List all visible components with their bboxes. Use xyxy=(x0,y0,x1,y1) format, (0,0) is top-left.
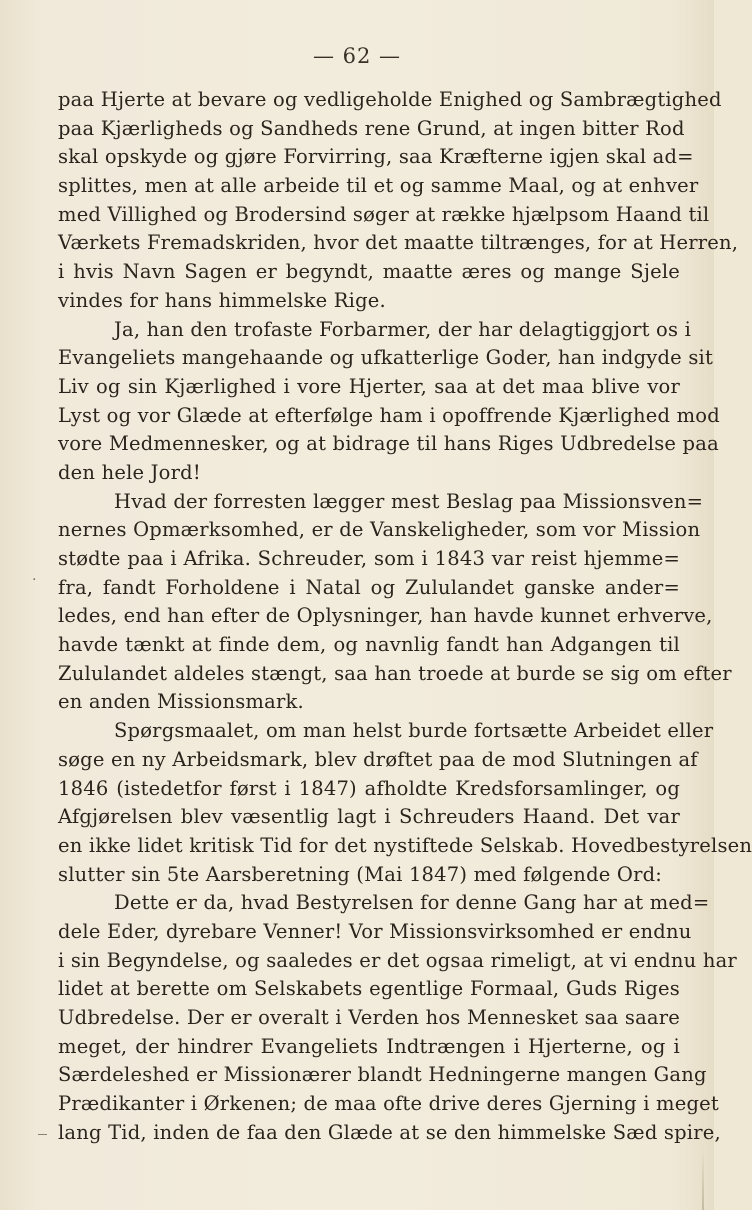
text-line: Lyst og vor Glæde at efterfølge ham i opoffrende Kjærlighed mod xyxy=(58,403,720,427)
text-line: havde tænkt at finde dem, og navnlig fandt han Adgangen til xyxy=(58,633,680,657)
text-line: med Villighed og Brodersind søger at række hjælpsom Haand til xyxy=(58,202,710,226)
margin-dash-mark xyxy=(38,1134,47,1135)
text-line: skal opskyde og gjøre Forvirring, saa Kræfterne igjen skal ad= xyxy=(58,145,694,169)
text-line: meget, der hindrer Evangeliets Indtrængen i Hjerterne, og i xyxy=(58,1034,680,1058)
text-line: paa Kjærligheds og Sandheds rene Grund, at ingen bitter Rod xyxy=(58,116,685,140)
text-line: paa Hjerte at bevare og vedligeholde Enighed og Sambrægtighed xyxy=(58,88,722,111)
text-line: lang Tid, inden de faa den Glæde at se den himmelske Sæd spire, xyxy=(58,1120,721,1144)
paragraph-start-line: Hvad der forresten lægger mest Beslag paa Missionsven= xyxy=(114,489,704,513)
text-line: i sin Begyndelse, og saaledes er det ogsaa rimeligt, at vi endnu har xyxy=(58,948,737,972)
text-line: Afgjørelsen blev væsentlig lagt i Schreuders Haand. Det var xyxy=(58,805,680,829)
text-line: vore Medmennesker, og at bidrage til hans Riges Udbredelse paa xyxy=(58,432,719,456)
text-line: 1846 (istedetfor først i 1847) afholdte Kredsforsamlinger, og xyxy=(58,776,680,800)
margin-dot-mark: . xyxy=(32,568,37,584)
paragraph-end-line: en anden Missionsmark. xyxy=(58,690,304,714)
text-line: dele Eder, dyrebare Venner! Vor Missionsvirksomhed er endnu xyxy=(58,919,692,943)
text-line: ledes, end han efter de Oplysninger, han havde kunnet erhverve, xyxy=(58,604,713,628)
text-line: Zululandet aldeles stængt, saa han troede at burde se sig om efter xyxy=(58,661,732,685)
text-line: Prædikanter i Ørkenen; de maa ofte drive deres Gjerning i meget xyxy=(58,1092,719,1116)
text-line: i hvis Navn Sagen er begyndt, maatte æres og mange Sjele xyxy=(58,260,680,284)
text-line: stødte paa i Afrika. Schreuder, som i 1843 var reist hjemme= xyxy=(58,547,680,570)
text-line: Udbredelse. Der er overalt i Verden hos Mennesket saa saare xyxy=(58,1006,680,1029)
text-line: splittes, men at alle arbeide til et og samme Maal, og at enhver xyxy=(58,174,699,198)
paragraph-end-line: den hele Jord! xyxy=(58,460,201,484)
paragraph-start-line: Dette er da, hvad Bestyrelsen for denne Gang har at med= xyxy=(114,891,710,915)
page-number: — 62 — xyxy=(312,44,402,68)
text-line: søge en ny Arbeidsmark, blev drøftet paa de mod Slutningen af xyxy=(58,747,698,771)
text-line: en ikke lidet kritisk Tid for det nystiftede Selskab. Hovedbestyrelsen xyxy=(58,833,752,857)
paragraph-end-line: vindes for hans himmelske Rige. xyxy=(58,288,386,312)
page-edge-shadow xyxy=(702,1150,704,1210)
text-line: Særdeleshed er Missionærer blandt Hedningerne mangen Gang xyxy=(58,1063,707,1087)
text-line: Evangeliets mangehaande og ufkatterlige Goder, han indgyde sit xyxy=(58,346,714,370)
text-line: Værkets Fremadskriden, hvor det maatte tiltrænges, for at Herren, xyxy=(58,231,739,255)
text-line: nernes Opmærksomhed, er de Vanskeligheder, som vor Mission xyxy=(58,518,701,542)
paragraph-start-line: Ja, han den trofaste Forbarmer, der har delagtiggjort os i xyxy=(114,317,692,341)
body-text xyxy=(58,86,752,1147)
paragraph-end-line: slutter sin 5te Aarsberetning (Mai 1847) med følgende Ord: xyxy=(58,862,663,886)
text-line: fra, fandt Forholdene i Natal og Zululandet ganske ander= xyxy=(58,575,680,599)
paragraph-start-line: Spørgsmaalet, om man helst burde fortsætte Arbeidet eller xyxy=(114,719,714,743)
text-line: lidet at berette om Selskabets egentlige Formaal, Guds Riges xyxy=(58,977,680,1001)
text-line: Liv og sin Kjærlighed i vore Hjerter, saa at det maa blive vor xyxy=(58,374,680,398)
